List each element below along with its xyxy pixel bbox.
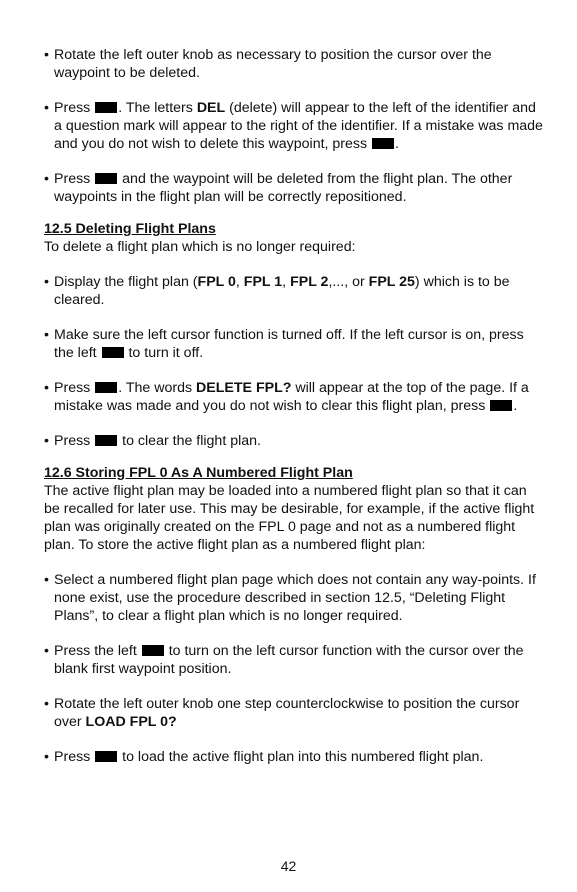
bullet-dot: •: [44, 47, 49, 63]
redacted-key-icon: [95, 382, 117, 393]
bold-term: FPL 0: [197, 274, 236, 290]
bullet-dot: •: [44, 643, 49, 659]
bullet-text: .: [395, 136, 399, 152]
bullet-text: Press: [54, 749, 95, 765]
redacted-key-icon: [490, 400, 512, 411]
bullet-list-delete-flight-plan: [44, 273, 544, 450]
bullet-item: [44, 571, 544, 625]
bullet-dot: •: [44, 696, 49, 712]
bullet-list-waypoint-delete: [44, 46, 544, 206]
redacted-key-icon: [95, 751, 117, 762]
redacted-key-icon: [95, 173, 117, 184]
bullet-text: (delete) will appear to the left of the identifier and a question mark will appear to the right of the identifier. If a mistake was made and you do not wish to delete this waypoint, press: [54, 100, 543, 152]
bullet-text: Press: [54, 100, 95, 116]
page-number: 42: [280, 858, 297, 874]
bold-term: FPL 1: [243, 274, 283, 290]
redacted-key-icon: [95, 102, 117, 113]
bullet-text: ,: [282, 274, 291, 290]
bullet-text: to turn it off.: [124, 345, 204, 361]
bullet-text: to turn on the left cursor function with the cursor over the blank first waypoint position.: [54, 643, 524, 677]
bullet-dot: •: [44, 274, 49, 290]
bullet-text: .: [513, 398, 518, 414]
redacted-key-icon: [372, 138, 394, 149]
bullet-text: Press: [54, 380, 95, 396]
bullet-dot: •: [44, 433, 49, 449]
bullet-list-store-fpl: [44, 571, 544, 766]
bullet-text: Display the flight plan (: [54, 274, 198, 290]
bullet-text: Select a numbered flight plan page which does not contain any way-points. If none exist, use the procedure described in section 12.5, “Deleting Flight Plans”, to clear a flight plan which is no longer required.: [54, 572, 536, 624]
bullet-item: [44, 379, 544, 415]
bullet-dot: •: [44, 749, 49, 765]
bullet-item: [44, 695, 544, 731]
bullet-dot: •: [44, 100, 49, 116]
bullet-item: [44, 273, 544, 309]
bullet-dot: •: [44, 572, 49, 588]
bold-term: FPL 25: [368, 274, 415, 290]
bold-term: DEL: [196, 100, 226, 116]
redacted-key-icon: [142, 645, 164, 656]
manual-page: [44, 46, 544, 766]
bullet-text: will appear at the top of the page. If a mistake was made and you do not wish to clear this flight plan, press: [54, 380, 529, 414]
section-heading-12-6: 12.6 Storing FPL 0 As A Numbered Flight Plan: [44, 465, 353, 481]
bullet-text: and the waypoint will be deleted from the flight plan. The other waypoints in the flight plan will be correctly repositioned.: [54, 171, 513, 205]
bullet-dot: •: [44, 171, 49, 187]
bullet-text: Rotate the left outer knob one step counterclockwise to position the cursor over: [54, 696, 520, 730]
bullet-item: [44, 99, 544, 153]
bullet-text: Rotate the left outer knob as necessary to position the cursor over the waypoint to be deleted.: [54, 47, 492, 81]
bullet-text: Press: [54, 171, 95, 187]
bullet-text: to clear the flight plan.: [118, 433, 261, 449]
section-intro-12-5: To delete a flight plan which is no longer required:: [44, 239, 356, 255]
bullet-item: [44, 170, 544, 206]
bullet-text: . The words: [118, 380, 197, 396]
bullet-text: Press the left: [54, 643, 141, 659]
bullet-text: to load the active flight plan into this numbered flight plan.: [118, 749, 484, 765]
bullet-item: [44, 748, 544, 766]
bullet-item: [44, 46, 544, 82]
bullet-text: ,..., or: [328, 274, 369, 290]
bullet-item: [44, 642, 544, 678]
bullet-text: ) which is to be cleared.: [54, 274, 510, 308]
section-heading-12-5: 12.5 Deleting Flight Plans: [44, 221, 216, 237]
bullet-item: [44, 326, 544, 362]
redacted-key-icon: [95, 435, 117, 446]
bullet-text: ,: [235, 274, 244, 290]
bold-term: DELETE FPL?: [196, 380, 292, 396]
bullet-dot: •: [44, 327, 49, 343]
bullet-text: Make sure the left cursor function is turned off. If the left cursor is on, press the left: [54, 327, 524, 361]
section-intro-12-6: The active flight plan may be loaded into a numbered flight plan so that it can be recalled for later use. This may be desirable, for example, if the active flight plan was originally created on the FPL 0 page and not as a numbered flight plan. To store the active flight plan as a numbered flight plan:: [44, 483, 535, 553]
bullet-text: Press: [54, 433, 95, 449]
redacted-key-icon: [102, 347, 124, 358]
bullet-item: [44, 432, 544, 450]
bullet-text: . The letters: [118, 100, 197, 116]
bold-term: LOAD FPL 0?: [85, 714, 177, 730]
bold-term: FPL 2: [290, 274, 329, 290]
bullet-dot: •: [44, 380, 49, 396]
